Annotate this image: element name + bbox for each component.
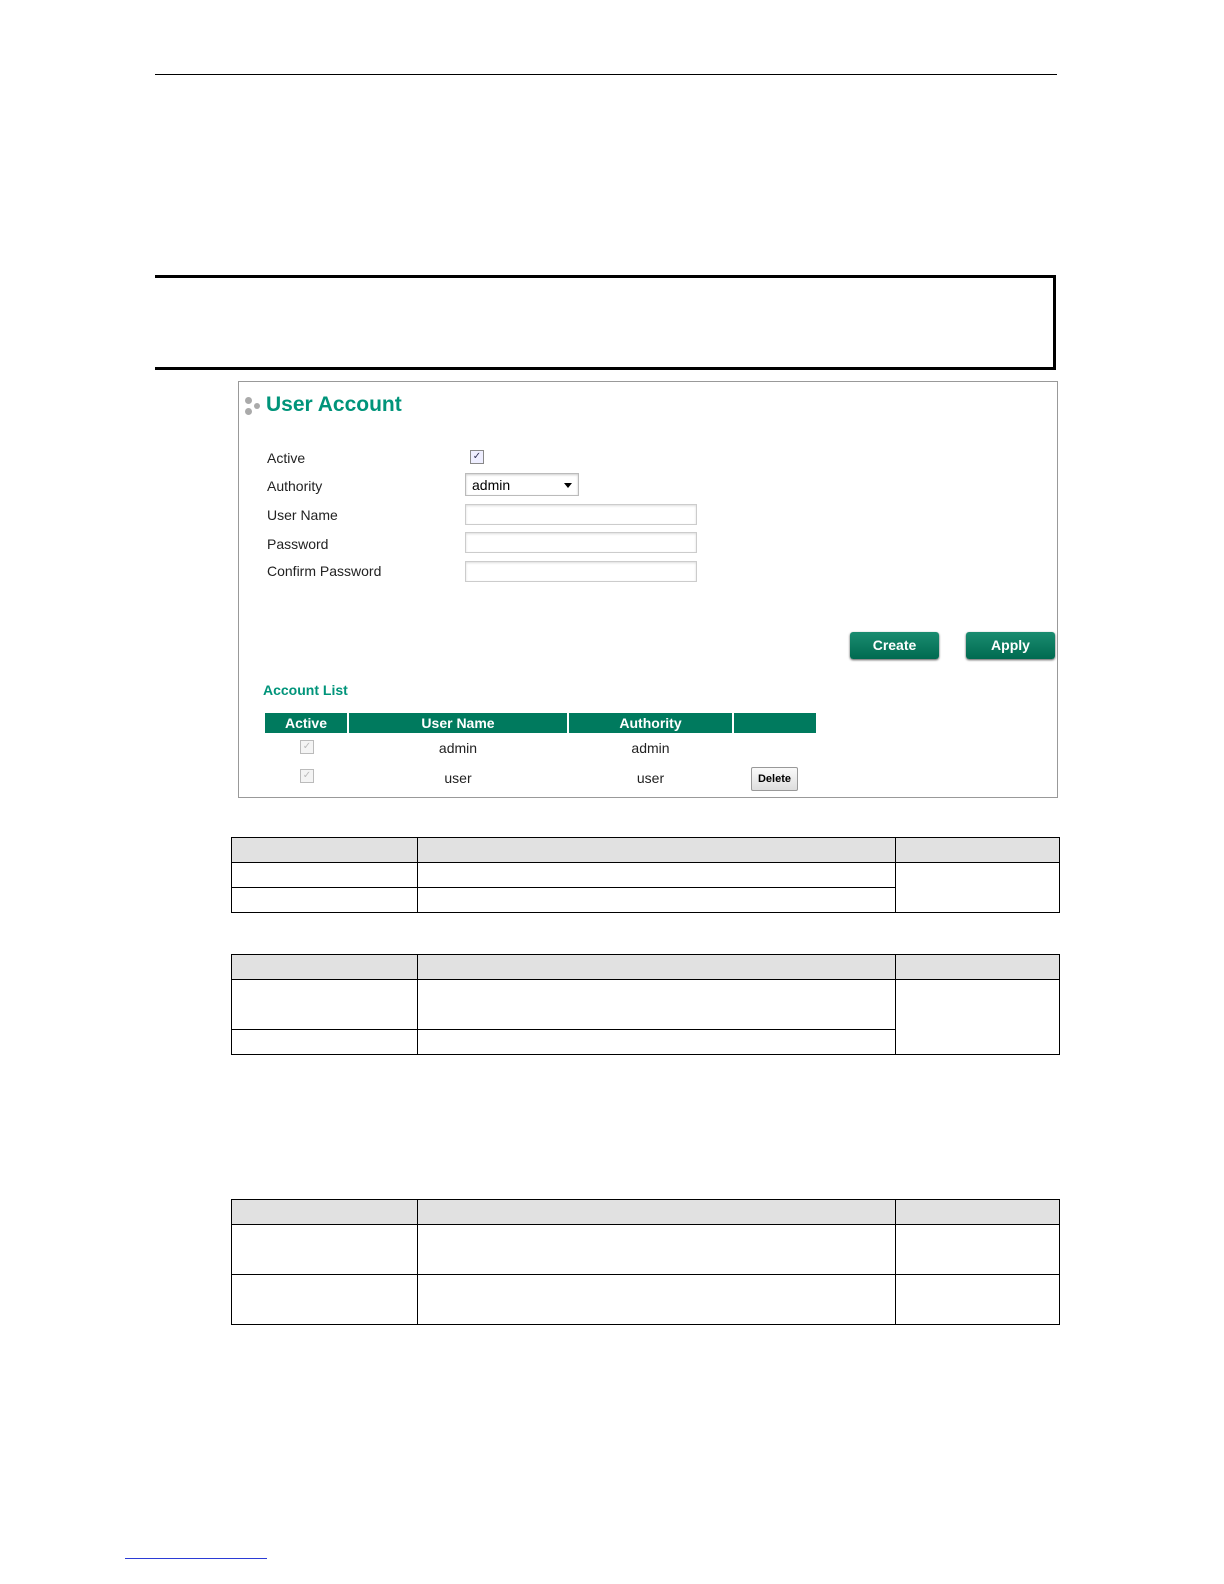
active-checkbox[interactable]: ✓ <box>470 450 484 464</box>
col-active: Active <box>265 713 347 733</box>
authority-value: admin <box>472 477 511 493</box>
delete-button[interactable]: Delete <box>751 767 798 791</box>
logo-dot-icon <box>245 397 252 404</box>
confirm-password-input[interactable] <box>465 561 697 582</box>
parameter-table <box>231 1199 1060 1325</box>
note-box <box>155 275 1056 370</box>
col-action <box>734 713 816 733</box>
user-account-screenshot <box>238 381 1058 798</box>
header-rule <box>155 74 1057 75</box>
logo-dot-icon <box>245 408 252 415</box>
logo-dot-icon <box>254 403 260 409</box>
parameter-table <box>231 837 1060 913</box>
confirm-password-label: Confirm Password <box>267 563 382 579</box>
parameter-table <box>231 954 1060 1055</box>
create-button[interactable]: Create <box>850 632 939 659</box>
authority-label: Authority <box>267 478 323 494</box>
username-label: User Name <box>267 507 338 523</box>
authority-select[interactable] <box>465 473 579 496</box>
row-authority: user <box>636 770 665 786</box>
page-title: User Account <box>266 393 402 416</box>
chevron-down-icon <box>564 483 572 488</box>
row-active-checkbox: ✓ <box>300 769 314 783</box>
row-user-name: user <box>444 770 472 786</box>
col-user-name: User Name <box>349 713 567 733</box>
row-authority: admin <box>631 740 670 756</box>
password-input[interactable] <box>465 532 697 553</box>
active-label: Active <box>267 450 306 466</box>
footer-link-underline[interactable] <box>125 1558 267 1559</box>
row-user-name: admin <box>438 740 478 756</box>
password-label: Password <box>267 536 329 552</box>
apply-button[interactable]: Apply <box>966 632 1055 659</box>
username-input[interactable] <box>465 504 697 525</box>
account-list-title: Account List <box>263 682 348 698</box>
col-authority: Authority <box>569 713 732 733</box>
row-active-checkbox: ✓ <box>300 740 314 754</box>
